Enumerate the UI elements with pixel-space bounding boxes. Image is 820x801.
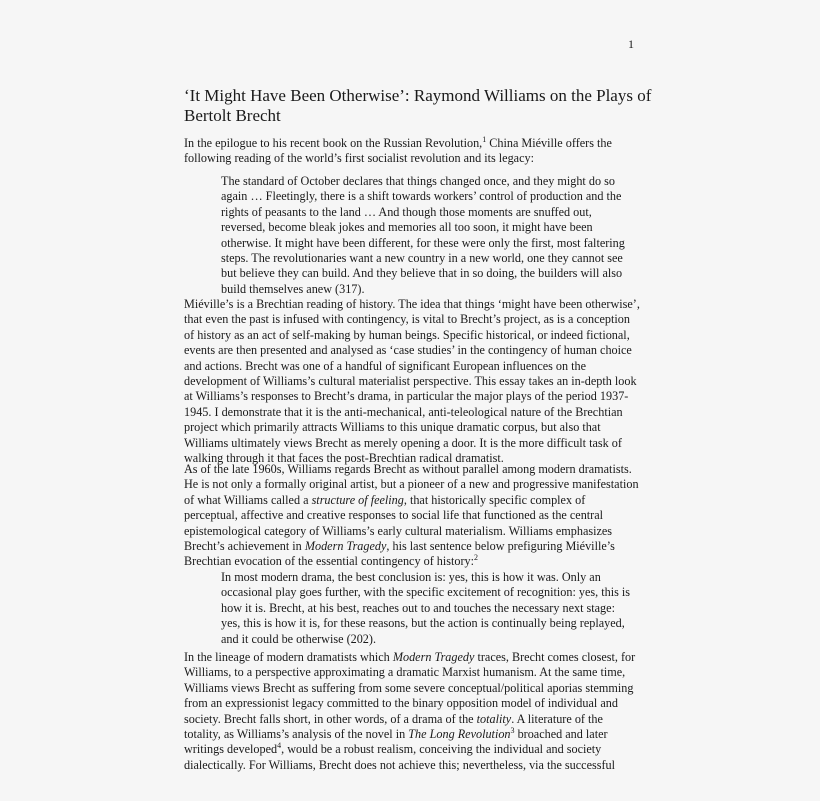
- paragraph-text: , would be a robust realism, conceiving the individual and society dialectically. For Williams, Brecht does not achieve this; nevertheless, via the successful: [184, 742, 616, 772]
- footnote-ref[interactable]: 1: [482, 134, 487, 144]
- paragraph-text: traces, Brecht comes closest, for Williams, to a perspective approximating a dramatic Marxist humanism. At the same time, Williams views Brecht as suffering from some severe conceptual/political aporias stemming from an expressionist legacy committed to the binary opposition model of individual and society. Brecht falls short, in other words, of a drama of the: [184, 650, 636, 726]
- book-title: Modern Tragedy: [392, 650, 475, 664]
- book-title: The Long Revolution: [408, 727, 511, 742]
- block-quote-mieville: The standard of October declares that things changed once, and they might do so again … Fleetingly, there is a shift towards workers’ control of production and the rights of peasants to the land … And though those moments are snuffed out, reversed, become bleak jokes and memories all too soon, it might have been otherwise. It might have been different, for these were only the first, most faltering steps. The revolutionaries want a new country in a new world, one they cannot see but believe they can build. And they believe that in so doing, the builders will also build themselves anew (317).: [221, 174, 625, 296]
- paragraph-text: As of the late 1960s, Williams regards Brecht as without parallel among modern dramatists. He is not only a formally original artist, but a pioneer of a new and progressive manifestation of what Williams called a: [184, 462, 639, 507]
- paragraph-text: In the epilogue to his recent book on the Russian Revolution,: [184, 136, 483, 150]
- paragraph-text: , that historically specific complex of perceptual, affective and creative responses to social life that functioned as the central epistemological category of Williams’s early cultural materialism. Williams emphasizes Brecht’s achievement in: [184, 492, 613, 554]
- paragraph-late-1960s: [184, 462, 640, 570]
- footnote-ref[interactable]: 3: [510, 725, 515, 735]
- paragraph-lineage: [184, 650, 640, 773]
- paragraph-text: In the lineage of modern dramatists which: [184, 650, 393, 664]
- book-title: Modern Tragedy: [304, 539, 387, 554]
- paragraph-text: . A literature of the totality, as Williams’s analysis of the novel in: [184, 711, 603, 742]
- paragraph-intro: [184, 136, 640, 167]
- footnote-ref[interactable]: 4: [277, 741, 282, 751]
- paragraph-text: China Miéville offers the following reading of the world’s first socialist revolution and its legacy:: [184, 136, 612, 166]
- footnote-ref[interactable]: 2: [474, 553, 479, 563]
- italic-term: totality: [476, 711, 512, 726]
- paragraph-text: broached and later writings developed: [184, 727, 608, 757]
- paragraph-text: , his last sentence below prefiguring Miéville’s Brechtian evocation of the essential contingency of history:: [184, 539, 615, 569]
- block-quote-modern-tragedy: In most modern drama, the best conclusion is: yes, this is how it was. Only an occasional play goes further, with the specific excitement of recognition: yes, this is how it is. Brecht, at his best, reaches out to and touches the necessary next stage: yes, this is how it is, for these reasons, but the action is continually being replayed, and it could be otherwise (202).: [221, 570, 631, 646]
- italic-term: structure of feeling: [311, 492, 404, 507]
- page-number: 1: [628, 37, 634, 51]
- page-title: ‘It Might Have Been Otherwise’: Raymond Williams on the Plays of Bertolt Brecht: [184, 86, 652, 125]
- paragraph-brechtian-reading: Miéville’s is a Brechtian reading of history. The idea that things ‘might have been otherwise’, that even the past is infused with contingency, is vital to Brecht’s project, as is a conception of history as an act of self-making by human beings. Specific historical, or indeed fictional, events are then presented and analysed as ‘case studies’ in the contingency of human choice and actions. Brecht was one of a handful of significant European influences on the development of Williams’s cultural materialist perspective. This essay takes an in-depth look at Williams’s responses to Brecht’s drama, in particular the major plays of the period 1937-1945. I demonstrate that it is the anti-mechanical, anti-teleological nature of the Brechtian project which primarily attracts Williams to this unique dramatic corpus, but also that Williams ultimately views Brecht as merely opening a door. It is the more difficult task of walking through it that faces the post-Brechtian radical dramatist.: [184, 297, 640, 466]
